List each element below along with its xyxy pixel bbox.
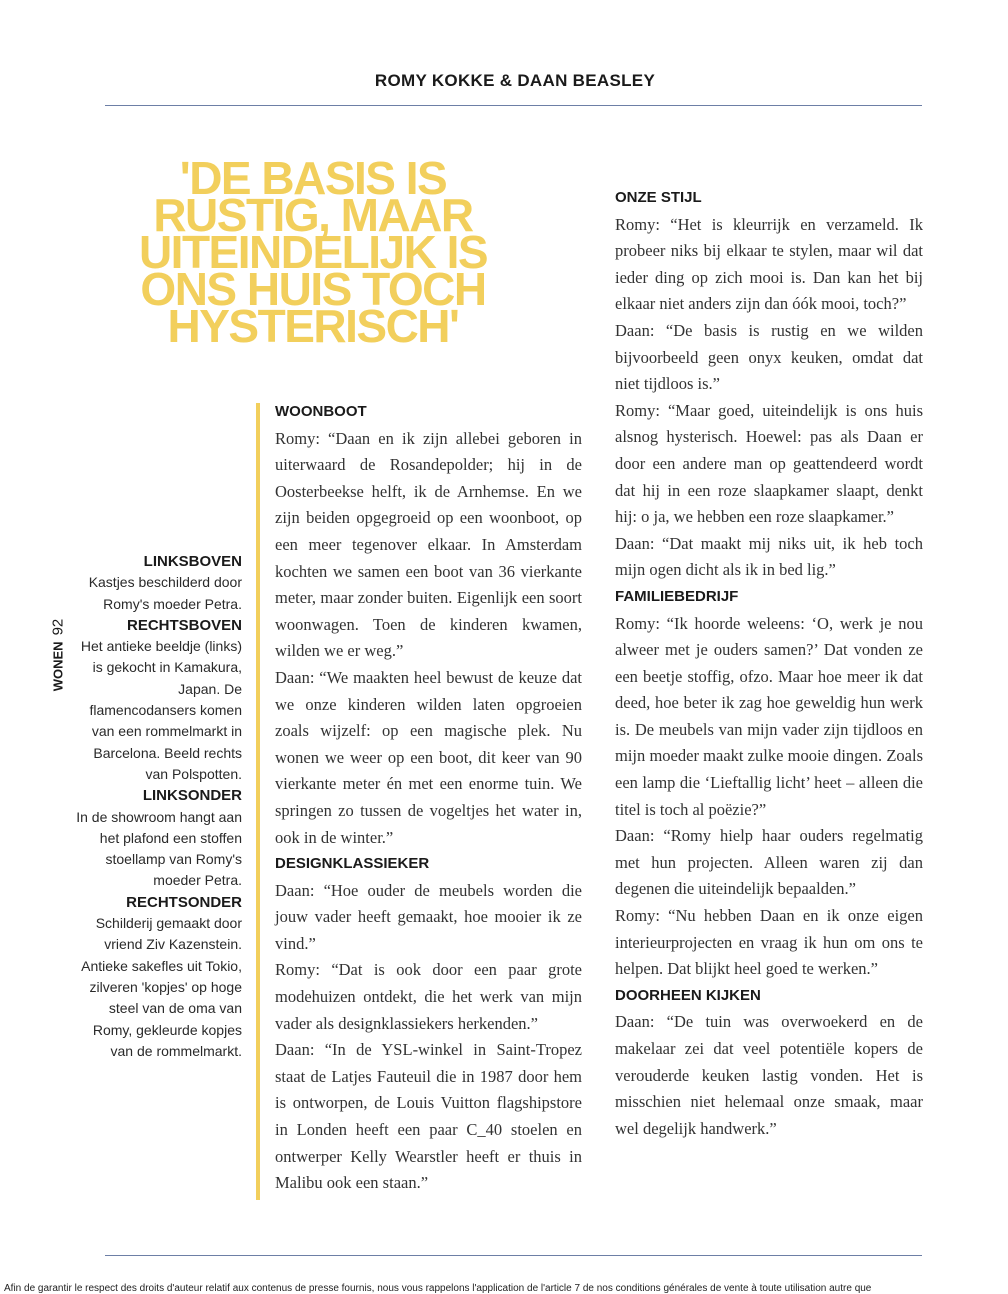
- section-heading: DESIGNKLASSIEKER: [275, 855, 430, 873]
- caption-text: In de showroom hangt aan het plafond een stoffen stoellamp van Romy's moeder Petra.: [76, 808, 242, 889]
- accent-bar: [256, 403, 260, 1200]
- paragraph: Daan: “Hoe ouder de meubels worden die jouw vader heeft gemaakt, hoe mooier ik ze vind.”: [275, 880, 582, 953]
- paragraph: Daan: “Dat maakt mij niks uit, ik heb toch mijn ogen dicht als ik in bed lig.”: [615, 533, 923, 580]
- paragraph: Romy: “Maar goed, uiteindelijk is ons huis alsnog hysterisch. Hoewel: pas als Daan er door een andere man op geattendeerd wordt dat hij in een roze slaapkamer slaapt, denkt hij: o ja, we hebben een roze slaapkamer.”: [615, 400, 923, 527]
- page-number: 92: [49, 618, 67, 636]
- paragraph: Romy: “Het is kleurrijk en verzameld. Ik probeer niks bij elkaar te stylen, maar wil dat ieder ding op zich mooi is. Dan kan het bij elkaar niet anders zijn dan óók mooi, toch?”: [615, 214, 923, 314]
- paragraph: Daan: “We maakten heel bewust de keuze dat we onze kinderen wilden laten opgroeien zoals wijzelf: op een magische plek. Nu wonen we weer op een boot, dit keer van 90 vierkante meter én met een enorme tuin. We springen zo tussen de vogeltjes het water in, ook in de winter.”: [275, 667, 582, 847]
- paragraph: Romy: “Dat is ook door een paar grote modehuizen ontdekt, die het werk van mijn vader als designklassiekers herkenden.”: [275, 960, 582, 1033]
- running-header: ROMY KOKKE & DAAN BEASLEY: [374, 71, 656, 90]
- caption-heading: RECHTSBOVEN: [126, 616, 242, 634]
- caption-heading: RECHTSONDER: [126, 893, 242, 911]
- paragraph: Romy: “Ik hoorde weleens: ‘O, werk je nou alweer met je ouders samen?’ Dat vonden ze een beetje stoffig, ofzo. Maar hoe meer ik dat deed, hoe beter ik zag hoe geweldig hun werk is. De meubels van mijn vader zijn tijdloos en mijn moeder maakt zulke mooie dingen. Zoals een lamp die ‘Lieftallig licht’ heet – alleen die titel is toch al poëzie?”: [615, 613, 923, 819]
- article-column-middle: [275, 399, 582, 1197]
- header-rule: [105, 105, 922, 106]
- paragraph: Daan: “In de YSL-winkel in Saint-Tropez staat de Latjes Fauteuil die in 1987 door hem is ontworpen, de Louis Vuitton flagshipstore in Londen heeft een paar C_40 stoelen en ontwerper Kelly Wearstler heeft er thuis in Malibu ook een staan.”: [275, 1040, 582, 1193]
- section-name: WONEN: [50, 641, 66, 692]
- caption-text: Kastjes beschilderd door Romy's moeder Petra.: [88, 574, 242, 612]
- copyright-notice: Afin de garantir le respect des droits d'auteur relatif aux contenus de presse fournis, nous vous rappelons l'application de l'article 7 de nos conditions générales de vente à toute utilisation autre que: [4, 1283, 872, 1294]
- footer-rule: [105, 1255, 922, 1256]
- paragraph: Romy: “Nu hebben Daan en ik onze eigen interieurprojecten en vraag ik hun om ons te helpen. Dat blijkt heel goed te werken.”: [615, 906, 923, 979]
- section-heading: WOONBOOT: [275, 403, 367, 420]
- caption-text: Schilderij gemaakt door vriend Ziv Kazenstein. Antieke sakefles uit Tokio, zilveren 'kopjes' op hoge steel van de oma van Romy, gekleurde kopjes van de rommelmarkt.: [81, 915, 242, 1059]
- section-heading: DOORHEEN KIJKEN: [615, 986, 761, 1004]
- caption-heading: LINKSONDER: [142, 787, 242, 805]
- caption-text: Het antieke beeldje (links) is gekocht in Kamakura, Japan. De flamencodansers komen van een rommelmarkt in Barcelona. Beeld rechts van Polspotten.: [80, 638, 242, 782]
- paragraph: Romy: “Daan en ik zijn allebei geboren in uiterwaard de Rosandepolder; hij in de Oosterbeekse helft, ik de Arnhemse. En we zijn beiden opgegroeid op een woonboot, op een meer tegenover elkaar. In Amsterdam kochten we samen een boot van 36 vierkante meter, maar zonder buiten. Eigenlijk een soort woonwagen. Toen de kinderen kwamen, wilden we er weg.”: [275, 428, 582, 661]
- caption-heading: LINKSBOVEN: [143, 553, 242, 570]
- paragraph: Daan: “De basis is rustig en we wilden bijvoorbeeld geen onyx keuken, omdat dat niet tijdloos is.”: [615, 320, 923, 394]
- section-heading: ONZE STIJL: [615, 189, 702, 206]
- photo-captions: [72, 551, 242, 1062]
- paragraph: Daan: “Romy hielp haar ouders regelmatig met hun projecten. Alleen waren zij dan degenen die uiteindelijk bepaalden.”: [615, 826, 923, 899]
- article-column-right: [615, 185, 923, 1142]
- paragraph: Daan: “De tuin was overwoekerd en de makelaar zei dat veel potentiële kopers de verouderde keuken lastig vonden. Het is misschien niet helemaal onze smaak, maar wel degelijk handwerk.”: [615, 1012, 923, 1138]
- pull-quote: 'DE BASIS IS RUSTIG, MAAR UITEINDELIJK IS ONS HUIS TOCH HYSTERISCH': [138, 152, 488, 352]
- section-heading: FAMILIEBEDRIJF: [615, 587, 739, 605]
